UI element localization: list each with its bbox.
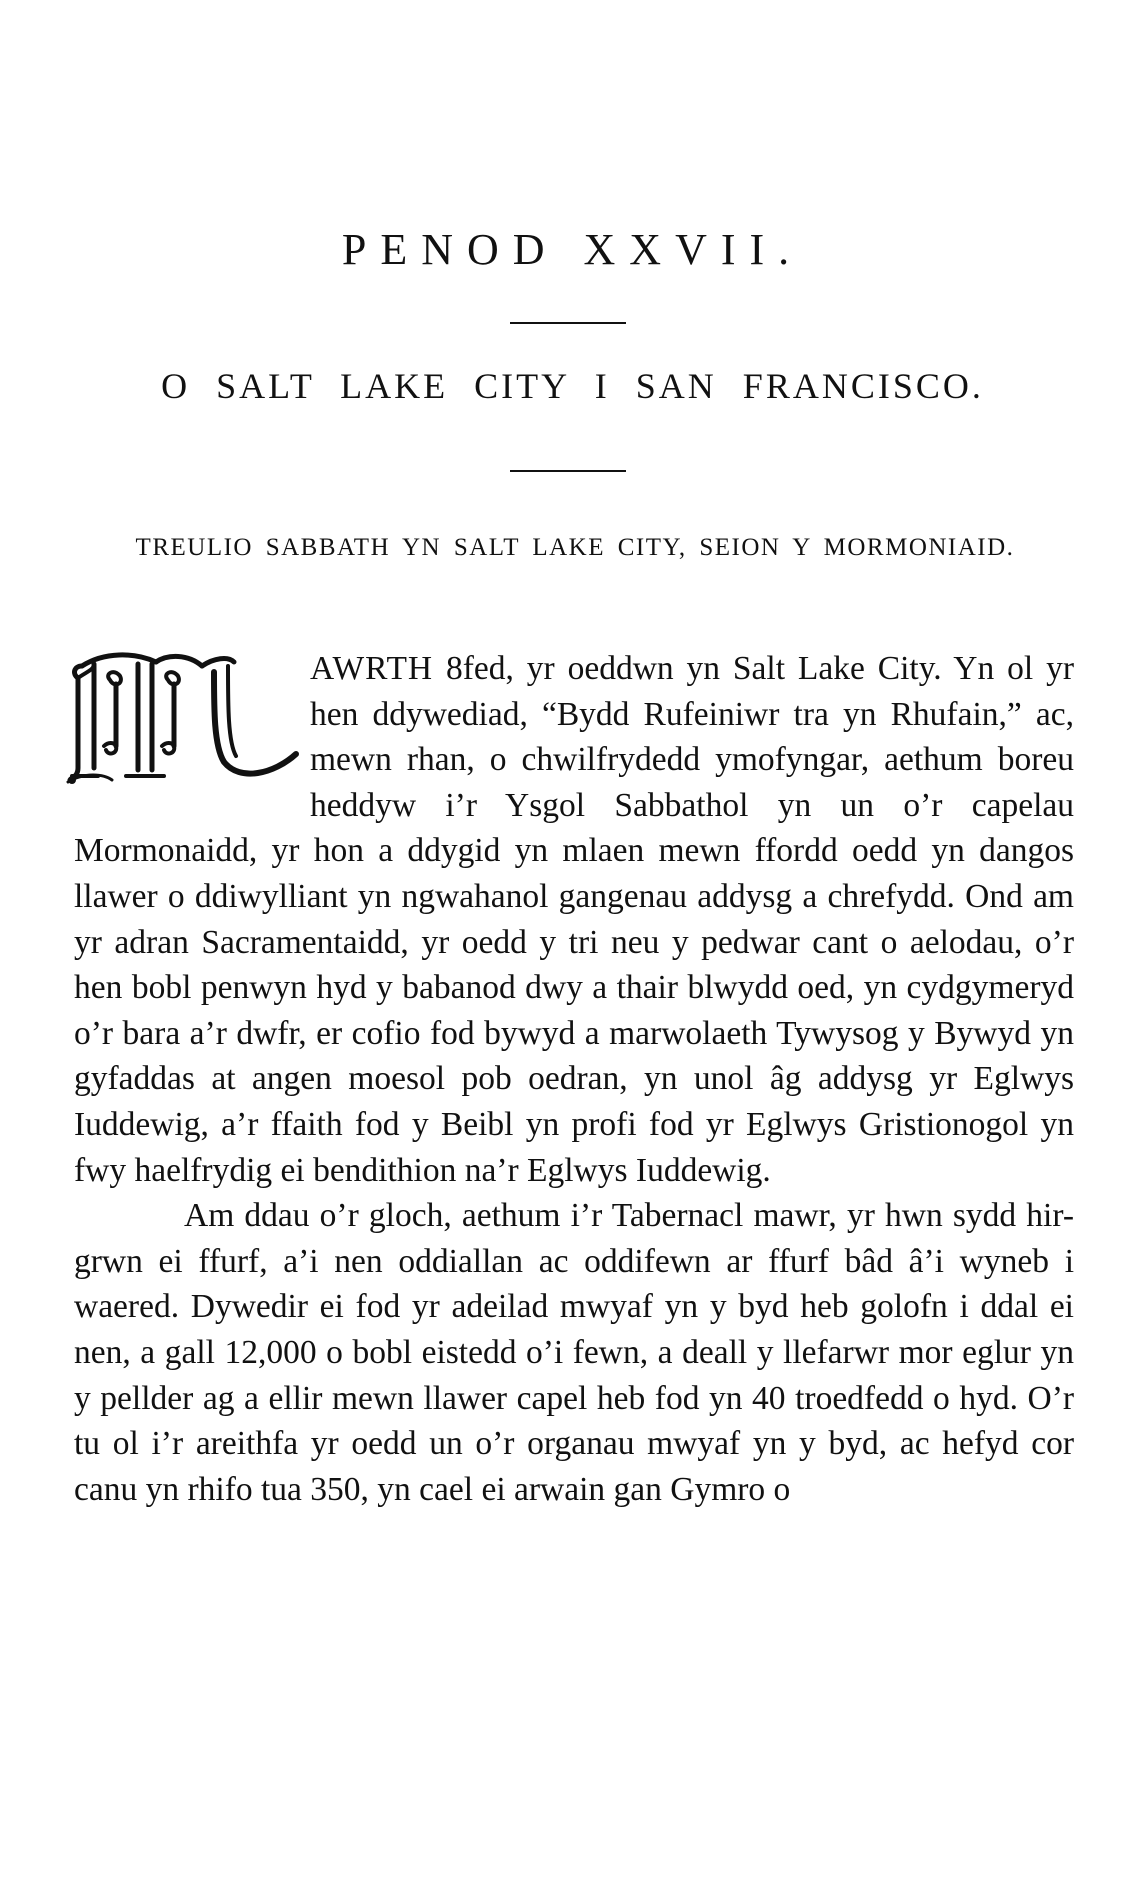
- body-text: [74, 646, 1074, 1512]
- paragraph-2: Am ddau o’r gloch, aethum i’r Tabernacl mawr, yr hwn sydd hir-grwn ei ffurf, a’i nen oddiallan ac oddifewn ar ffurf bâd â’i wyneb i waered. Dywedir ei fod yr adeilad mwyaf yn y byd heb golofn i ddal ei nen, a gall 12,000 o bobl eistedd o’i fewn, a deall y llefarwr mor eglur yn y pellder ag a ellir mewn llawer capel heb fod yn 40 troedfedd o hyd. O’r tu ol i’r areithfa yr oedd un o’r organau mwyaf yn y byd, ac hefyd cor canu yn rhifo tua 350, yn cael ei arwain gan Gymro o: [74, 1197, 1074, 1508]
- chapter-title: O SALT LAKE CITY I SAN FRANCISCO.: [161, 366, 984, 406]
- paragraph-1-text: 8fed, yr oeddwn yn Salt Lake City. Yn ol yr hen ddywediad, “Bydd Rufeiniwr tra yn Rhufain,” ac, mewn rhan, o chwilfrydedd ymofyngar, aethum boreu heddyw i’r Ysgol Sabbathol yn un o’r capelau Mormonaidd, yr hon a ddygid yn mlaen mewn ffordd oedd yn dangos llawer o ddiwylliant yn ngwahanol gangenau addysg a chrefydd. Ond am yr adran Sacramentaidd, yr oedd y tri neu y pedwar cant o aelodau, o’r hen bobl penwyn hyd y babanod dwy a thair blwydd oed, yn cydgymeryd o’r bara a’r dwfr, er cofio fod bywyd a marwolaeth Tywysog y Bywyd yn gyfaddas at angen moesol pob oedran, yn unol âg addysg yr Eglwys Iuddewig, a’r ffaith fod y Beibl yn profi fod yr Eglwys Gristionogol yn fwy haelfrydig ei bendithion na’r Eglwys Iuddewig.: [74, 650, 1074, 1189]
- section-summary: TREULIO SABBATH YN SALT LAKE CITY, SEION Y MORMONIAID.: [135, 534, 1015, 561]
- heading-divider-top: [510, 322, 626, 324]
- heading-divider-bottom: [510, 470, 626, 472]
- chapter-heading: PENOD XXVII.: [341, 225, 804, 274]
- paragraph-1-lead: AWRTH: [310, 650, 434, 687]
- ornamental-drop-cap-m-icon: [64, 650, 304, 786]
- paragraph-1: [74, 646, 1074, 1193]
- drop-cap-letter: [64, 650, 65, 651]
